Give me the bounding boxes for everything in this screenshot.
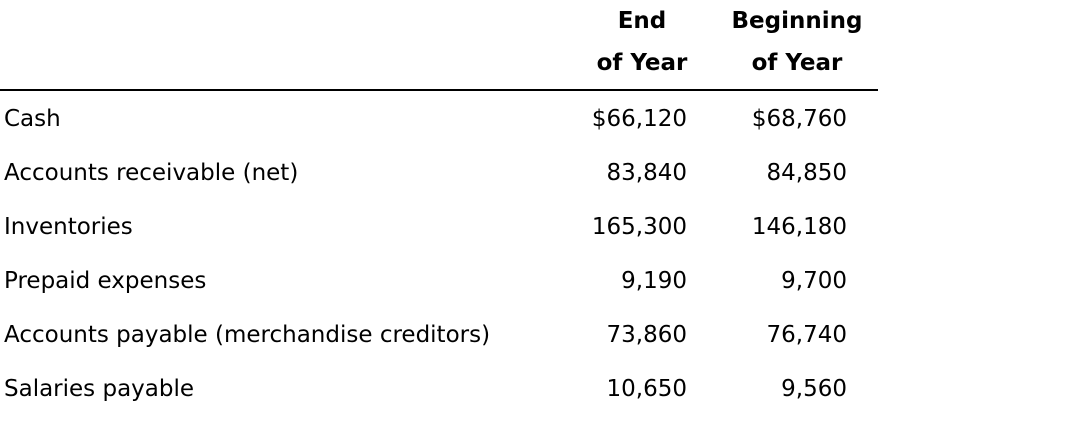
beginning-of-year-value: 146,180: [751, 214, 847, 240]
beginning-of-year-value: 84,850: [766, 160, 847, 186]
column-header-line: of Year: [596, 50, 688, 76]
beginning-of-year-value: $68,760: [751, 106, 847, 132]
beginning-of-year-value: 9,700: [781, 268, 847, 294]
end-of-year-value: 10,650: [606, 376, 687, 402]
column-header-beginning-of-year: [724, 0, 870, 84]
row-label: Cash: [4, 106, 61, 132]
table-row: [0, 254, 878, 308]
column-header-line: End: [617, 8, 667, 34]
table-row: [0, 146, 878, 200]
header-divider: [0, 89, 878, 91]
end-of-year-value: 83,840: [606, 160, 687, 186]
table-row: [0, 200, 878, 254]
end-of-year-value: $66,120: [591, 106, 687, 132]
beginning-of-year-value: 76,740: [766, 322, 847, 348]
row-label: Prepaid expenses: [4, 268, 207, 294]
column-header-line: of Year: [751, 50, 843, 76]
column-header-line: Beginning: [731, 8, 863, 34]
end-of-year-value: 9,190: [621, 268, 687, 294]
end-of-year-value: 165,300: [591, 214, 687, 240]
table-row: [0, 92, 878, 146]
table-row: [0, 362, 878, 416]
beginning-of-year-value: 9,560: [781, 376, 847, 402]
column-header-end-of-year: [588, 0, 696, 84]
row-label: Inventories: [4, 214, 133, 240]
row-label: Salaries payable: [4, 376, 195, 402]
row-label: Accounts payable (merchandise creditors): [4, 322, 491, 348]
table-row: [0, 308, 878, 362]
row-label: Accounts receivable (net): [4, 160, 299, 186]
end-of-year-value: 73,860: [606, 322, 687, 348]
